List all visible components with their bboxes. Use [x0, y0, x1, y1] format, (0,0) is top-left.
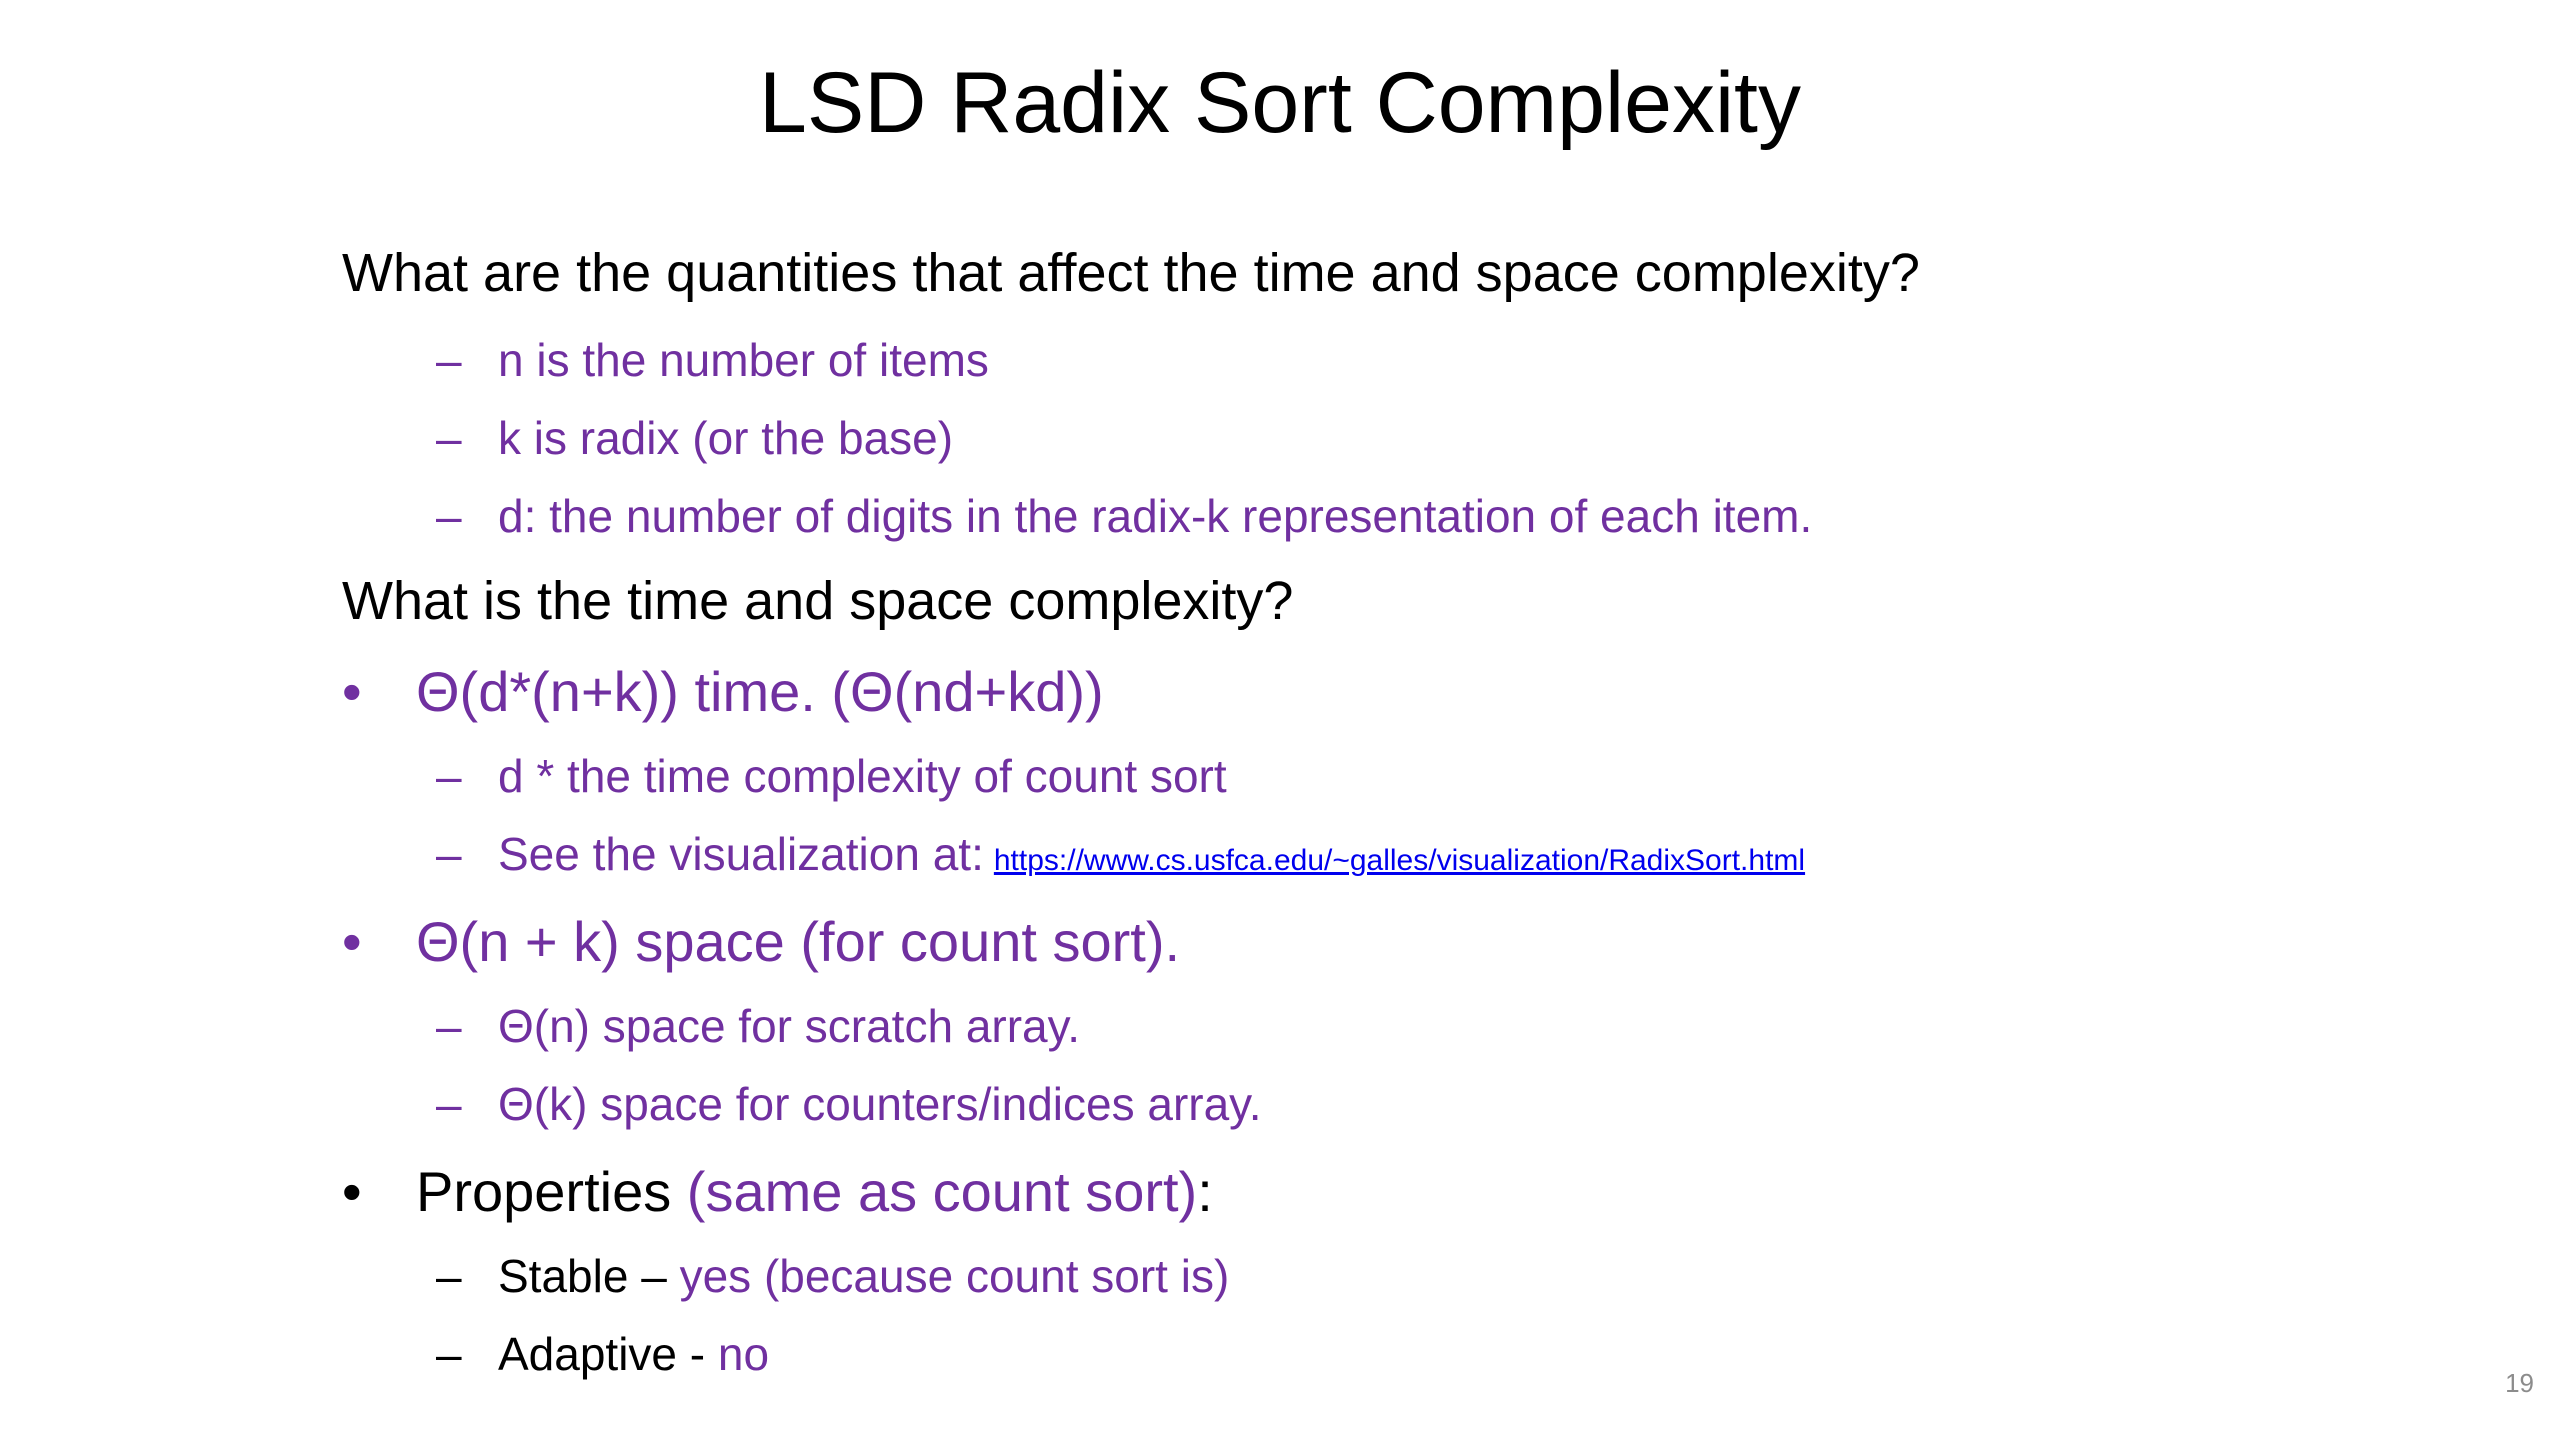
- complexity-heading: What is the time and space complexity?: [342, 571, 1294, 631]
- quantity-item-label: n is the number of items: [498, 334, 989, 386]
- stable-label: Stable –: [498, 1250, 667, 1302]
- space-complexity-label: Θ(n + k) space (for count sort).: [416, 910, 1181, 973]
- slide-title: LSD Radix Sort Complexity: [759, 55, 1801, 151]
- adaptive-value: no: [717, 1328, 770, 1380]
- time-detail-label: d * the time complexity of count sort: [498, 750, 1227, 802]
- adaptive-row: [498, 1324, 769, 1384]
- page-number: 19: [2505, 1368, 2534, 1398]
- dash-marker: –: [436, 828, 462, 880]
- quantity-item-label: d: the number of digits in the radix-k representation of each item.: [498, 490, 1813, 542]
- visualization-label: See the visualization at:: [498, 828, 984, 880]
- dash-marker: –: [436, 1328, 462, 1380]
- dash-marker: –: [436, 1250, 462, 1302]
- bullet-marker: •: [342, 660, 362, 723]
- dash-marker: –: [436, 490, 462, 542]
- adaptive-label: Adaptive -: [498, 1328, 706, 1380]
- dash-marker: –: [436, 412, 462, 464]
- time-complexity-label: Θ(d*(n+k)) time. (Θ(nd+kd)): [416, 660, 1104, 723]
- space-detail-label: Θ(k) space for counters/indices array.: [498, 1078, 1262, 1130]
- visualization-link[interactable]: https://www.cs.usfca.edu/~galles/visualization/RadixSort.html: [993, 844, 1806, 877]
- properties-colon: :: [1197, 1160, 1213, 1223]
- bullet-marker: •: [342, 1160, 362, 1223]
- bullet-marker: •: [342, 910, 362, 973]
- properties-row: [416, 1156, 1213, 1228]
- space-detail-label: Θ(n) space for scratch array.: [498, 1000, 1080, 1052]
- dash-marker: –: [436, 750, 462, 802]
- visualization-row: [498, 824, 1805, 891]
- properties-qualifier: (same as count sort): [686, 1160, 1198, 1223]
- dash-marker: –: [436, 1000, 462, 1052]
- dash-marker: –: [436, 334, 462, 386]
- quantity-item-label: k is radix (or the base): [498, 412, 954, 464]
- dash-marker: –: [436, 1078, 462, 1130]
- stable-value: yes (because count sort is): [679, 1250, 1230, 1302]
- properties-label: Properties: [416, 1160, 672, 1223]
- stable-row: [498, 1246, 1229, 1306]
- quantities-heading: What are the quantities that affect the time and space complexity?: [342, 243, 1920, 303]
